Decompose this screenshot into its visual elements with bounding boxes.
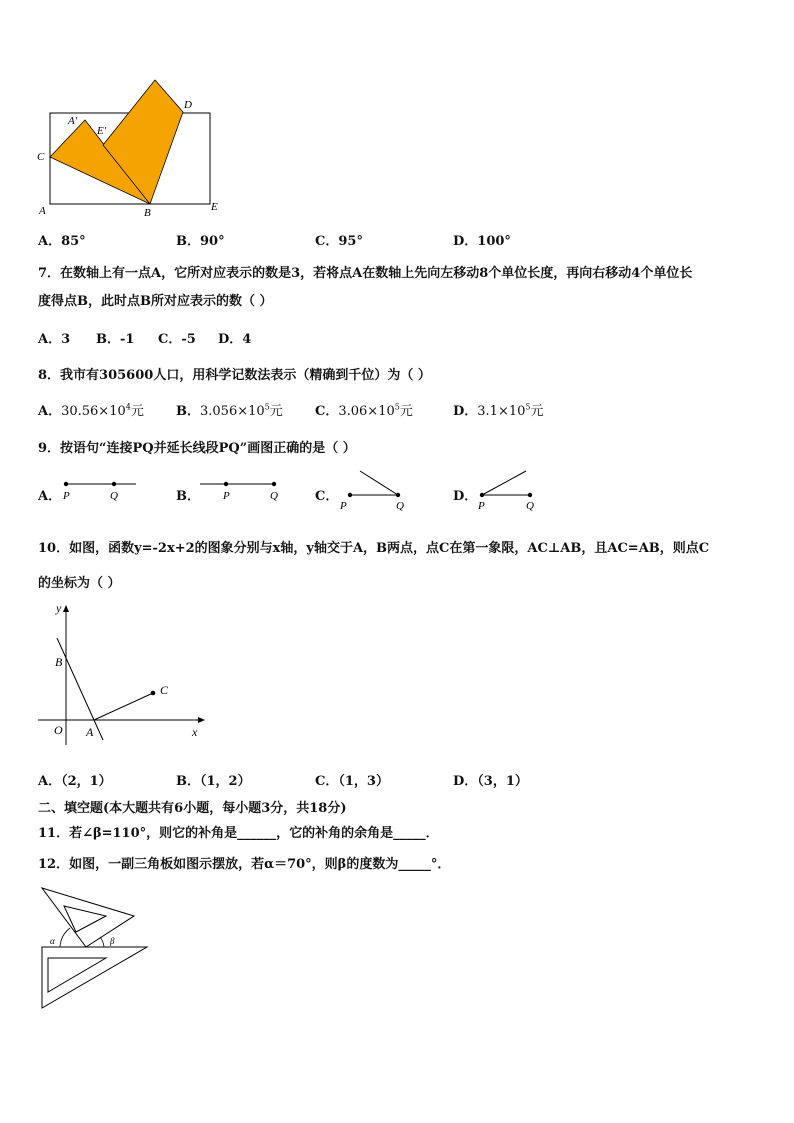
q8-stem: 8．我市有305600人口，用科学记数法表示（精确到千位）为（ ） bbox=[38, 368, 431, 383]
extension bbox=[482, 471, 526, 495]
q9-option-c-label[interactable]: C． bbox=[315, 489, 339, 504]
q9-stem: 9．按语句“连接PQ并延长线段PQ”画图正确的是（ ） bbox=[38, 441, 356, 456]
label-C: C bbox=[37, 151, 45, 163]
point-P bbox=[224, 482, 228, 486]
label-Q: Q bbox=[396, 500, 404, 512]
label-A: A bbox=[86, 725, 94, 739]
label-E: E bbox=[211, 201, 218, 213]
q10-option-c[interactable]: C．（1，3） bbox=[315, 774, 389, 789]
label-P: P bbox=[63, 490, 70, 502]
q11-stem: 11．若∠β=110°，则它的补角是______，它的补角的余角是_____． bbox=[38, 826, 439, 841]
q6-option-d[interactable]: D．100° bbox=[453, 234, 511, 249]
q6-option-a[interactable]: A．85° bbox=[38, 234, 86, 249]
q7-option-b[interactable]: B．-1 bbox=[96, 332, 135, 347]
q6-option-c[interactable]: C．95° bbox=[315, 234, 363, 249]
q7-stem-line1: 7．在数轴上有一点A，它所对应表示的数是3，若将点A在数轴上先向左移动8个单位长度，再向右移动4个单位长 bbox=[38, 266, 693, 281]
label-A1: A′ bbox=[68, 115, 78, 127]
label-P: P bbox=[340, 500, 347, 512]
q8-option-d[interactable] bbox=[453, 400, 544, 419]
q12-figure bbox=[30, 880, 160, 1015]
q9-option-d-figure[interactable] bbox=[472, 464, 552, 514]
label-C: C bbox=[160, 683, 169, 697]
q8-option-a-mant: 30.56×10 bbox=[61, 404, 126, 419]
q9-option-a-figure[interactable] bbox=[58, 474, 143, 514]
label-P: P bbox=[223, 490, 230, 502]
q10-figure bbox=[30, 598, 220, 748]
q9-option-c-figure[interactable] bbox=[336, 464, 416, 514]
q8-option-a[interactable] bbox=[38, 400, 144, 419]
q8-option-b-exp: 5 bbox=[264, 402, 270, 412]
q8-option-b[interactable] bbox=[176, 400, 283, 419]
segment-AC bbox=[94, 693, 153, 720]
point-P bbox=[64, 482, 68, 486]
q8-option-c-unit: 元 bbox=[399, 404, 413, 419]
point-Q bbox=[396, 493, 400, 497]
q8-option-c-exp: 5 bbox=[394, 402, 400, 412]
label-beta: β bbox=[110, 936, 115, 946]
q10-option-d[interactable]: D．（3，1） bbox=[453, 774, 528, 789]
line-AB bbox=[57, 638, 103, 740]
label-D: D bbox=[184, 99, 192, 111]
upper-triangle-outer bbox=[42, 888, 134, 947]
q7-option-d[interactable]: D．4 bbox=[218, 332, 252, 347]
q8-option-d-label: D． bbox=[453, 404, 478, 419]
q8-option-c-label: C． bbox=[315, 404, 339, 419]
q7-stem-line2: 度得点B，此时点B所对应表示的数（ ） bbox=[38, 294, 273, 309]
q9-option-d-label[interactable]: D． bbox=[453, 489, 478, 504]
label-Q: Q bbox=[270, 490, 278, 502]
extension bbox=[360, 471, 398, 495]
q8-option-d-exp: 5 bbox=[525, 402, 531, 412]
q8-option-d-unit: 元 bbox=[530, 404, 544, 419]
point-Q bbox=[112, 482, 116, 486]
q8-option-b-unit: 元 bbox=[269, 404, 283, 419]
q10-stem-line1: 10．如图，函数y=-2x+2的图象分别与x轴，y轴交于A，B两点，点C在第一象限，AC⊥AB，且AC=AB，则点C bbox=[38, 541, 710, 556]
q10-option-b[interactable]: B．（1，2） bbox=[176, 774, 251, 789]
q8-option-c-mant: 3.06×10 bbox=[338, 404, 395, 419]
q8-option-d-mant: 3.1×10 bbox=[477, 404, 526, 419]
q8-option-a-exp: 4 bbox=[125, 402, 131, 412]
section-heading: 二、填空题(本大题共有6小题，每小题3分，共18分) bbox=[38, 801, 347, 816]
q9-option-a-label[interactable]: A． bbox=[38, 489, 62, 504]
label-O: O bbox=[54, 723, 63, 737]
label-A: A bbox=[39, 205, 46, 217]
q8-option-c[interactable] bbox=[315, 400, 413, 419]
q6-option-b[interactable]: B．90° bbox=[176, 234, 225, 249]
q8-option-a-label: A． bbox=[38, 404, 62, 419]
point-P bbox=[348, 493, 352, 497]
point-P bbox=[480, 493, 484, 497]
point-Q bbox=[272, 482, 276, 486]
label-E1: E′ bbox=[97, 125, 107, 137]
q8-option-a-unit: 元 bbox=[130, 404, 144, 419]
lower-triangle-outer bbox=[42, 947, 147, 1008]
label-y: y bbox=[56, 601, 62, 615]
q6-figure bbox=[30, 75, 230, 220]
q9-option-b-figure[interactable] bbox=[196, 474, 286, 514]
lower-triangle-inner bbox=[48, 958, 106, 992]
label-alpha: α bbox=[50, 936, 55, 946]
upper-triangle-inner bbox=[64, 906, 106, 932]
q9-option-b-label[interactable]: B． bbox=[176, 489, 200, 504]
label-B: B bbox=[55, 655, 63, 669]
label-B: B bbox=[144, 207, 151, 219]
point-C bbox=[151, 691, 156, 696]
q10-stem-line2: 的坐标为（ ） bbox=[38, 576, 121, 591]
label-x: x bbox=[192, 725, 198, 739]
q12-stem: 12．如图，一副三角板如图示摆放，若α＝70°，则β的度数为_____°． bbox=[38, 857, 451, 872]
label-P: P bbox=[478, 500, 485, 512]
q8-option-b-label: B． bbox=[176, 404, 200, 419]
label-Q: Q bbox=[526, 500, 534, 512]
q10-option-a[interactable]: A．（2，1） bbox=[38, 774, 112, 789]
q7-option-c[interactable]: C．-5 bbox=[158, 332, 196, 347]
q8-option-b-mant: 3.056×10 bbox=[200, 404, 265, 419]
beta-arc bbox=[100, 937, 104, 947]
label-Q: Q bbox=[110, 490, 118, 502]
q7-option-a[interactable]: A．3 bbox=[38, 332, 71, 347]
alpha-arc bbox=[60, 928, 70, 947]
point-Q bbox=[528, 493, 532, 497]
